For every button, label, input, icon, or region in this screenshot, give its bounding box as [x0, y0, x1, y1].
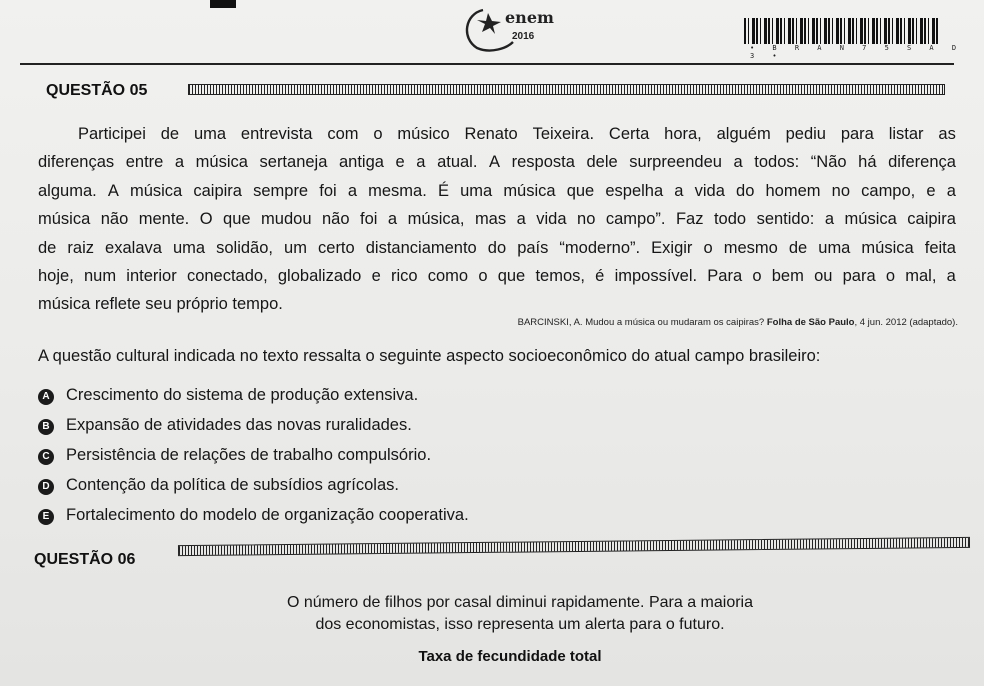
- paragraph-word: de: [788, 238, 808, 257]
- question-05-bar: [188, 84, 945, 95]
- option-a-badge: A: [38, 389, 54, 405]
- option-b[interactable]: [38, 416, 412, 435]
- paragraph-word: feita: [924, 238, 956, 257]
- paragraph-word: que: [566, 181, 595, 200]
- paragraph-word: o: [373, 125, 383, 143]
- paragraph-word: mas: [474, 210, 507, 229]
- paragraph-word: surpreendeu: [629, 153, 722, 172]
- paragraph-word: com: [327, 125, 359, 143]
- corner-mark: [210, 0, 236, 8]
- paragraph-word: É: [437, 181, 449, 200]
- paragraph-word: música: [861, 238, 914, 257]
- option-b-badge: B: [38, 419, 54, 435]
- option-b-text: Expansão de atividades das novas ruralidades.: [66, 416, 412, 434]
- paragraph-line-6: [38, 262, 956, 290]
- paragraph-word: a: [733, 153, 743, 172]
- paragraph-word: ou: [814, 267, 833, 286]
- question-06-title: QUESTÃO 06: [34, 551, 136, 568]
- paragraph-word: sempre: [253, 181, 309, 200]
- paragraph-word: campo”.: [605, 210, 666, 229]
- paragraph-word: O: [199, 210, 213, 229]
- paragraph-word: “moderno”.: [559, 238, 641, 257]
- paragraph-word: a: [674, 181, 684, 200]
- paragraph-word: o: [885, 267, 896, 286]
- paragraph-word: Faz: [675, 210, 704, 229]
- paragraph-word: diferenças: [38, 153, 115, 172]
- paragraph-word: bem: [771, 267, 804, 286]
- paragraph-word: a: [824, 210, 835, 229]
- paragraph-word: a: [387, 210, 398, 229]
- paragraph-word: do: [487, 238, 507, 257]
- paragraph-word: antiga: [338, 153, 384, 172]
- paragraph-word: de: [38, 238, 57, 257]
- paragraph-word: as: [938, 125, 956, 143]
- paragraph-word: interior: [126, 267, 177, 286]
- option-c-text: Persistência de relações de trabalho compulsório.: [66, 446, 432, 464]
- paragraph-line-3: [38, 177, 956, 205]
- paragraph-line-2: [38, 148, 956, 176]
- paragraph-word: mal,: [905, 267, 937, 286]
- barcode: [744, 18, 940, 44]
- paragraph-word: todo: [713, 210, 747, 229]
- paragraph-word: impossível.: [614, 267, 698, 286]
- question-06-chart-title: Taxa de fecundidade total: [418, 648, 602, 665]
- paragraph-line-4: [38, 205, 956, 233]
- paragraph-word: o: [703, 238, 713, 257]
- paragraph-word: Certa: [608, 125, 650, 143]
- logo-year: 2016: [512, 31, 535, 42]
- citation: [518, 317, 958, 328]
- paragraph-word: Teixeira.: [532, 125, 595, 143]
- paragraph-word: listar: [888, 125, 924, 143]
- paragraph-word: a: [416, 153, 426, 172]
- paragraph-word: A: [489, 153, 501, 172]
- paragraph-word: alguma.: [38, 181, 97, 200]
- paragraph-word: música: [195, 153, 248, 172]
- paragraph-word: num: [83, 267, 117, 286]
- paragraph-word: hoje,: [38, 267, 74, 286]
- paragraph-word: não: [100, 210, 129, 229]
- question-06-text-line-1: O número de filhos por casal diminui rapidamente. Para a maioria: [286, 594, 753, 611]
- paragraph-word: todos:: [754, 153, 800, 172]
- paragraph-word: dele: [586, 153, 618, 172]
- paragraph-word: como: [427, 267, 469, 286]
- paragraph-word: campo,: [861, 181, 916, 200]
- paragraph-word: mesmo: [723, 238, 778, 257]
- citation-source: Folha de São Paulo: [766, 317, 855, 328]
- paragraph-word: e: [926, 181, 936, 200]
- paragraph-line-1: [38, 120, 956, 148]
- paragraph-word: que: [223, 210, 251, 229]
- paragraph-word: alguém: [716, 125, 771, 143]
- paragraph-line-5: [38, 234, 956, 262]
- paragraph-word: diferença: [888, 153, 956, 172]
- paragraph-line-7: música reflete seu próprio tempo.: [38, 295, 283, 314]
- paragraph-word: e: [395, 153, 405, 172]
- paragraph-word: hora,: [664, 125, 702, 143]
- paragraph-word: o: [478, 267, 488, 286]
- paragraph-word: música,: [407, 210, 465, 229]
- paragraph-word: músico: [397, 125, 450, 143]
- paragraph-word: um: [284, 238, 307, 257]
- paragraph-word: música: [844, 210, 897, 229]
- paragraph-word: que: [497, 267, 526, 286]
- paragraph-word: para: [840, 125, 874, 143]
- paragraph-word: não: [321, 210, 350, 229]
- option-e-text: Fortalecimento do modelo de organização cooperativa.: [66, 506, 469, 524]
- option-d[interactable]: [38, 476, 399, 495]
- paragraph-word: caipira: [193, 181, 242, 200]
- option-e[interactable]: [38, 506, 469, 525]
- paragraph-word: Participei: [78, 125, 146, 143]
- paragraph-word: “Não: [810, 153, 847, 172]
- paragraph-word: foi: [360, 210, 378, 229]
- paragraph-word: espelha: [605, 181, 664, 200]
- paragraph-word: música: [129, 181, 183, 200]
- paragraph-word: A: [107, 181, 119, 200]
- paragraph-word: pediu: [785, 125, 826, 143]
- paragraph-word: é: [595, 267, 605, 286]
- paragraph-word: uma: [172, 238, 206, 257]
- question-06-bar: [178, 537, 970, 556]
- paragraph-word: do: [736, 181, 755, 200]
- paragraph-word: atual.: [437, 153, 478, 172]
- paragraph-word: o: [752, 267, 762, 286]
- paragraph-word: Renato: [464, 125, 518, 143]
- paragraph-word: entre: [125, 153, 164, 172]
- paragraph-word: certo: [318, 238, 355, 257]
- paragraph-word: raiz: [67, 238, 94, 257]
- paragraph-word: entrevista: [240, 125, 313, 143]
- paragraph-word: vida: [536, 210, 567, 229]
- paragraph-word: de: [160, 125, 180, 143]
- question-05-prompt: A questão cultural indicada no texto ressalta o seguinte aspecto socioeconômico do atual campo brasileiro:: [38, 347, 821, 365]
- option-c[interactable]: [38, 446, 431, 465]
- paragraph-word: música: [503, 181, 556, 200]
- paragraph-word: vida: [694, 181, 725, 200]
- paragraph-word: rico: [390, 267, 418, 286]
- option-a-text: Crescimento do sistema de produção extensiva.: [66, 386, 419, 404]
- paragraph-word: mente.: [138, 210, 190, 229]
- paragraph-word: a: [174, 153, 185, 172]
- citation-text: BARCINSKI, A. Mudou a música ou mudaram os caipiras?: [517, 317, 765, 328]
- option-d-text: Contenção da política de subsídios agrícolas.: [66, 476, 399, 494]
- paragraph-word: Exigir: [651, 238, 693, 257]
- header-rule: [20, 63, 954, 65]
- paragraph-word: no: [577, 210, 596, 229]
- paragraph-word: a: [946, 267, 956, 286]
- paragraph-word: para: [842, 267, 876, 286]
- option-d-badge: D: [38, 479, 54, 495]
- paragraph-word: conectado,: [186, 267, 268, 286]
- question-06-text-line-2: dos economistas, isso representa um alerta para o futuro.: [315, 616, 725, 633]
- question-05-title: QUESTÃO 05: [46, 82, 148, 99]
- paragraph-word: e: [371, 267, 381, 286]
- paragraph-word: uma: [193, 125, 227, 143]
- paragraph-word: homem: [765, 181, 821, 200]
- option-c-badge: C: [38, 449, 54, 465]
- paragraph-word: resposta: [511, 153, 575, 172]
- paragraph-word: a: [347, 181, 357, 200]
- paragraph-word: temos,: [535, 267, 585, 286]
- paragraph-word: sertaneja: [259, 153, 328, 172]
- paragraph-word: solidão,: [216, 238, 273, 257]
- logo-text: enem: [505, 8, 554, 27]
- paragraph-word: exalava: [105, 238, 162, 257]
- paragraph-word: mudou: [261, 210, 312, 229]
- option-a[interactable]: [38, 386, 418, 405]
- paragraph-word: Para: [707, 267, 743, 286]
- paragraph-word: globalizado: [277, 267, 362, 286]
- paragraph-word: caipira: [907, 210, 956, 229]
- paragraph-word: há: [858, 153, 877, 172]
- paragraph-word: uma: [460, 181, 493, 200]
- paragraph-word: mesma.: [368, 181, 427, 200]
- question-05-paragraph: [38, 120, 956, 319]
- paragraph-word: país: [517, 238, 549, 257]
- paragraph-word: foi: [319, 181, 337, 200]
- paragraph-word: sentido:: [756, 210, 815, 229]
- barcode-text: • B R A N 7 5 S A D 3 •: [750, 44, 964, 60]
- paragraph-word: distanciamento: [365, 238, 477, 257]
- option-e-badge: E: [38, 509, 54, 525]
- paragraph-word: no: [831, 181, 851, 200]
- paragraph-word: uma: [818, 238, 851, 257]
- paragraph-word: música: [38, 210, 91, 229]
- paragraph-word: a: [946, 181, 956, 200]
- paragraph-word: a: [516, 210, 526, 229]
- citation-date: , 4 jun. 2012 (adaptado).: [854, 317, 958, 328]
